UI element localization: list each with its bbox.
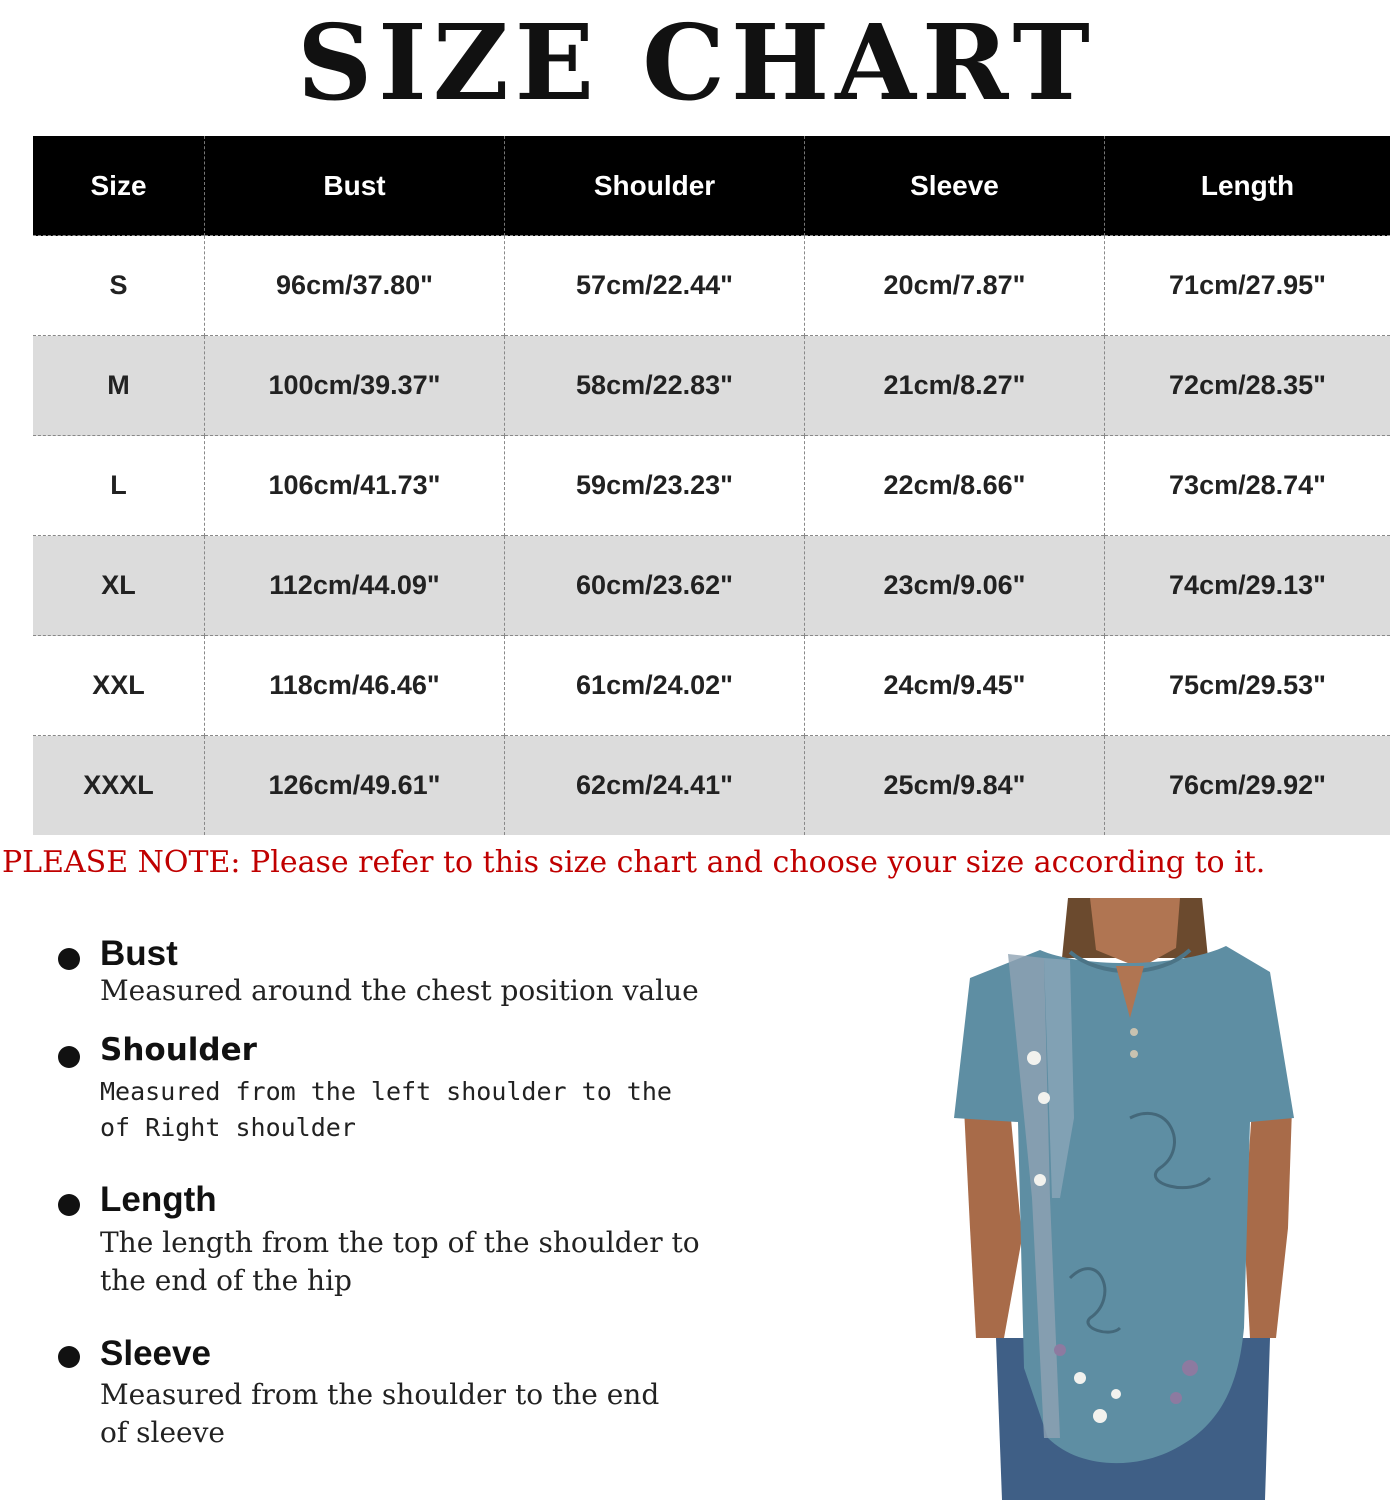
right-arm-shape [1244, 1108, 1292, 1338]
measurement-title: Length [100, 1180, 217, 1219]
cell-shoulder: 59cm/23.23" [505, 436, 805, 536]
button-icon [1130, 1028, 1138, 1036]
cell-size: L [33, 436, 205, 536]
measurement-desc: The length from the top of the shoulder to the end of the hip [100, 1226, 700, 1297]
measurement-title: Shoulder [100, 1032, 257, 1068]
table-row [33, 236, 1390, 336]
cell-sleeve: 20cm/7.87" [805, 236, 1105, 336]
cell-sleeve: 23cm/9.06" [805, 536, 1105, 636]
cell-length: 76cm/29.92" [1105, 736, 1391, 836]
cell-size: XL [33, 536, 205, 636]
size-table [33, 136, 1390, 835]
page-title: SIZE CHART [297, 1, 1096, 124]
table-row [33, 336, 1390, 436]
cell-sleeve: 25cm/9.84" [805, 736, 1105, 836]
bullet-icon [58, 1194, 80, 1216]
left-arm-shape [964, 1108, 1022, 1338]
model-photo [940, 898, 1320, 1500]
measurement-desc: Measured from the left shoulder to the of Right shoulder [100, 1077, 672, 1142]
cell-length: 74cm/29.13" [1105, 536, 1391, 636]
cell-length: 75cm/29.53" [1105, 636, 1391, 736]
header-sleeve: Sleeve [805, 136, 1105, 236]
cell-shoulder: 58cm/22.83" [505, 336, 805, 436]
header-bust: Bust [205, 136, 505, 236]
cell-length: 73cm/28.74" [1105, 436, 1391, 536]
measurement-title: Sleeve [100, 1334, 211, 1373]
cell-bust: 112cm/44.09" [205, 536, 505, 636]
measurement-title: Bust [100, 934, 178, 973]
header-shoulder: Shoulder [505, 136, 805, 236]
cell-size: S [33, 236, 205, 336]
size-note: PLEASE NOTE: Please refer to this size chart and choose your size according to it. [2, 845, 1266, 880]
cell-size: M [33, 336, 205, 436]
bullet-icon [58, 1046, 80, 1068]
measurement-desc: Measured around the chest position value [100, 974, 699, 1007]
cell-length: 71cm/27.95" [1105, 236, 1391, 336]
cell-bust: 96cm/37.80" [205, 236, 505, 336]
cell-shoulder: 60cm/23.62" [505, 536, 805, 636]
cell-bust: 100cm/39.37" [205, 336, 505, 436]
cell-bust: 126cm/49.61" [205, 736, 505, 836]
cell-sleeve: 22cm/8.66" [805, 436, 1105, 536]
cell-bust: 106cm/41.73" [205, 436, 505, 536]
bullet-icon [58, 1346, 80, 1368]
bullet-icon [58, 948, 80, 970]
cell-shoulder: 57cm/22.44" [505, 236, 805, 336]
cell-bust: 118cm/46.46" [205, 636, 505, 736]
cell-size: XXXL [33, 736, 205, 836]
cell-size: XXL [33, 636, 205, 736]
cell-sleeve: 24cm/9.45" [805, 636, 1105, 736]
cell-length: 72cm/28.35" [1105, 336, 1391, 436]
button-icon [1130, 1050, 1138, 1058]
header-size: Size [33, 136, 205, 236]
table-header-row [33, 136, 1390, 236]
table-row [33, 736, 1390, 836]
header-length: Length [1105, 136, 1391, 236]
cell-sleeve: 21cm/8.27" [805, 336, 1105, 436]
measurement-desc: Measured from the shoulder to the end of sleeve [100, 1378, 660, 1449]
table-row [33, 436, 1390, 536]
table-row [33, 636, 1390, 736]
table-row [33, 536, 1390, 636]
cell-shoulder: 62cm/24.41" [505, 736, 805, 836]
cell-shoulder: 61cm/24.02" [505, 636, 805, 736]
